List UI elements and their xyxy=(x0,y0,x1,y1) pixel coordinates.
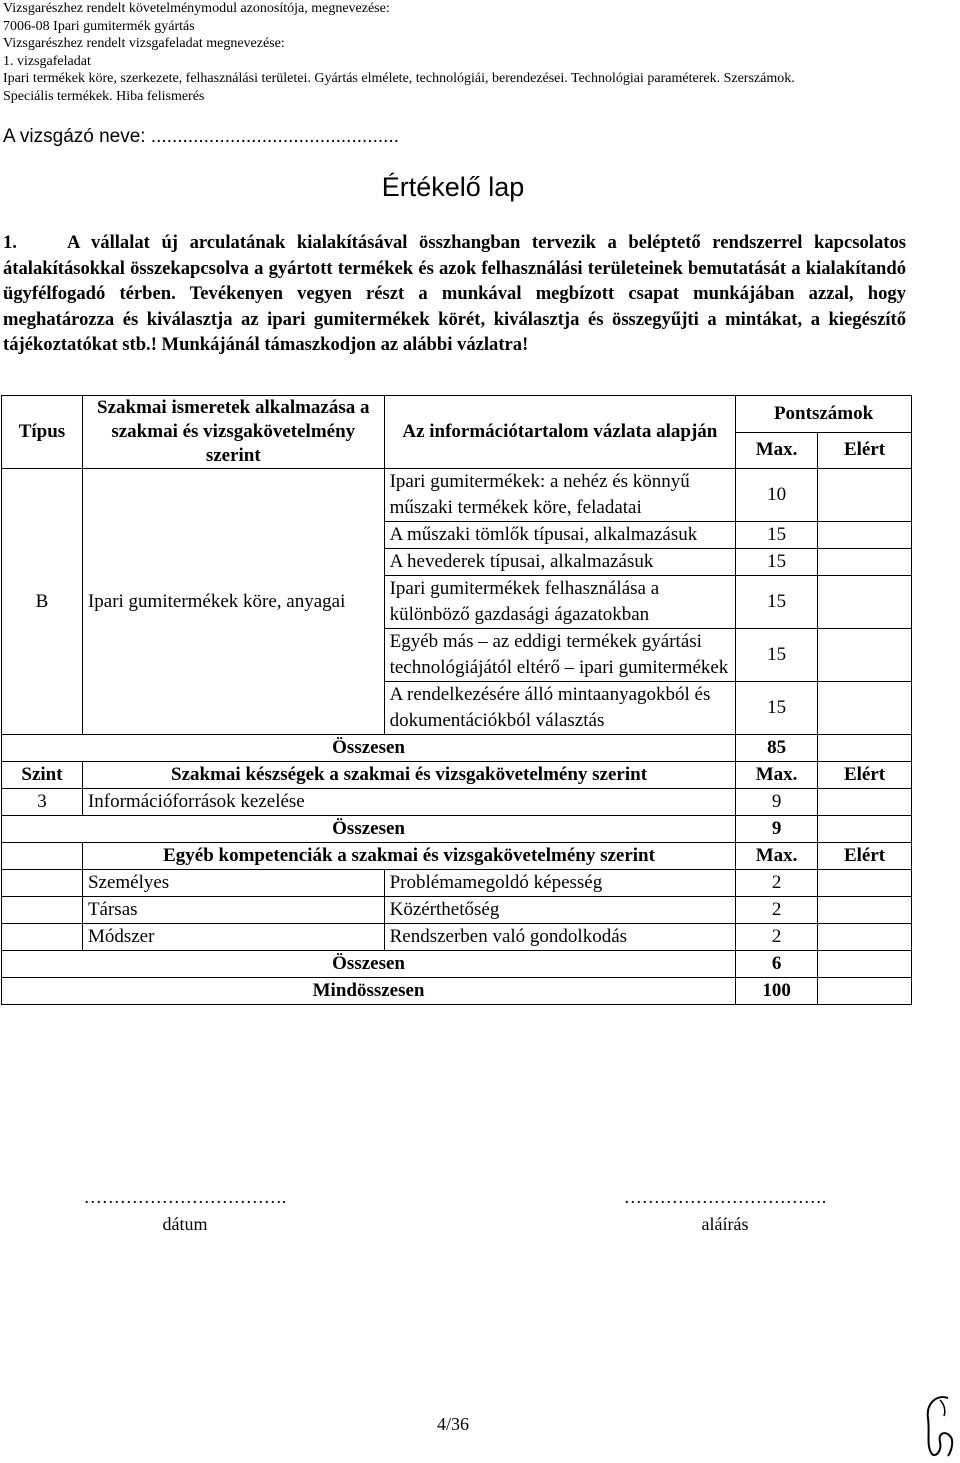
item-achieved[interactable] xyxy=(818,924,912,951)
date-line[interactable]: ……………………………. xyxy=(83,1187,287,1207)
empty-cell xyxy=(2,870,83,897)
table-header-row xyxy=(2,396,912,433)
examinee-name-field: A vizsgázó neve: ............................................... xyxy=(3,126,399,147)
section-total-row xyxy=(2,951,912,978)
item-max: 15 xyxy=(736,682,818,735)
item-category: Módszer xyxy=(82,924,384,951)
header-line: 1. vizsgafeladat xyxy=(3,53,91,69)
item-category: Személyes xyxy=(82,870,384,897)
header-max: Max. xyxy=(736,432,818,469)
empty-cell xyxy=(2,924,83,951)
item-max: 2 xyxy=(736,897,818,924)
item-text: Rendszerben való gondolkodás xyxy=(384,924,736,951)
section-total-row xyxy=(2,816,912,843)
table-row xyxy=(2,870,912,897)
item-achieved[interactable] xyxy=(818,789,912,816)
item-text: Ipari gumitermékek felhasználása a különböző gazdasági ágazatokban xyxy=(384,576,736,629)
grand-total-row xyxy=(2,978,912,1005)
item-category: Társas xyxy=(82,897,384,924)
header-knowledge: Szakmai ismeretek alkalmazása a szakmai és vizsgakövetelmény szerint xyxy=(82,396,384,469)
signature-label: aláírás xyxy=(701,1214,749,1234)
total-max: 85 xyxy=(736,735,818,762)
item-max: 2 xyxy=(736,870,818,897)
item-achieved[interactable] xyxy=(818,897,912,924)
header-max: Max. xyxy=(736,762,818,789)
total-max: 6 xyxy=(736,951,818,978)
item-text: Információforrások kezelése xyxy=(82,789,735,816)
header-line: Vizsgarészhez rendelt vizsgafeladat megnevezése: xyxy=(3,36,285,51)
section-header-row xyxy=(2,762,912,789)
section-type: B xyxy=(2,469,83,735)
header-max: Max. xyxy=(736,843,818,870)
total-achieved[interactable] xyxy=(818,735,912,762)
grand-total-achieved[interactable] xyxy=(818,978,912,1005)
page-title: Értékelő lap xyxy=(381,172,525,202)
signature-block xyxy=(600,1186,850,1235)
table-row xyxy=(2,469,912,522)
item-max: 9 xyxy=(736,789,818,816)
header-line: Vizsgarészhez rendelt követelménymodul azonosítója, megnevezése: xyxy=(3,1,390,16)
scoring-table xyxy=(1,395,912,1005)
header-line: Ipari termékek köre, szerkezete, felhasználási területei. Gyártás elmélete, technológiái, berendezései. Technológiai paraméterek. Szerszámok. xyxy=(3,71,795,86)
section-header-row xyxy=(2,843,912,870)
page-number: 4/36 xyxy=(436,1414,469,1434)
section-header: Egyéb kompetenciák a szakmai és vizsgakövetelmény szerint xyxy=(82,843,735,870)
item-text: A hevederek típusai, alkalmazásuk xyxy=(384,549,736,576)
item-achieved[interactable] xyxy=(818,682,912,735)
item-text: A műszaki tömlők típusai, alkalmazásuk xyxy=(384,522,736,549)
header-points: Pontszámok xyxy=(736,396,912,433)
empty-cell xyxy=(2,897,83,924)
header-achieved: Elért xyxy=(818,843,912,870)
header-line: 7006-08 Ipari gumitermék gyártás xyxy=(3,18,195,34)
total-max: 9 xyxy=(736,816,818,843)
total-label: Összesen xyxy=(2,735,736,762)
header-achieved: Elért xyxy=(818,762,912,789)
item-max: 15 xyxy=(736,522,818,549)
empty-cell xyxy=(2,843,83,870)
section-knowledge: Ipari gumitermékek köre, anyagai xyxy=(82,469,384,735)
section-total-row xyxy=(2,735,912,762)
item-text: A rendelkezésére álló mintaanyagokból és dokumentációkból választás xyxy=(384,682,736,735)
header-type: Típus xyxy=(2,396,83,469)
total-achieved[interactable] xyxy=(818,951,912,978)
header-level: Szint xyxy=(2,762,83,789)
item-achieved[interactable] xyxy=(818,870,912,897)
section-header: Szakmai készségek a szakmai és vizsgakövetelmény szerint xyxy=(82,762,735,789)
signature-line[interactable]: ……………………………. xyxy=(623,1187,827,1207)
header-achieved: Elért xyxy=(818,432,912,469)
item-text: Problémamegoldó képesség xyxy=(384,870,736,897)
item-text: Közérthetőség xyxy=(384,897,736,924)
header-info: Az információtartalom vázlata alapján xyxy=(384,396,736,469)
item-max: 15 xyxy=(736,629,818,682)
total-label: Összesen xyxy=(2,816,736,843)
item-max: 15 xyxy=(736,549,818,576)
header-line: Speciális termékek. Hiba felismerés xyxy=(3,88,205,104)
grand-total-label: Mindösszesen xyxy=(2,978,736,1005)
item-level: 3 xyxy=(2,789,83,816)
item-text: Egyéb más – az eddigi termékek gyártási technológiájától eltérő – ipari gumitermékek xyxy=(384,629,736,682)
item-achieved[interactable] xyxy=(818,629,912,682)
date-block xyxy=(60,1186,310,1235)
item-max: 2 xyxy=(736,924,818,951)
table-row xyxy=(2,924,912,951)
document-header xyxy=(3,0,953,105)
item-max: 15 xyxy=(736,576,818,629)
task-number: 1. xyxy=(3,232,17,253)
task-text: A vállalat új arculatának kialakításával összhangban tervezik a beléptető rendszerrel kapcsolatos átalakításokkal összekapcsolva a gyártott termékek és azok felhasználási területeinek bemutatását a kialakítandó ügyfélfogadó térben. Tevékenyen vegyen részt a munkával megbízott csapat munkájában azzal, hogy meghatározza és kiválasztja az ipari gumitermékek körét, kiválasztja és összegyűjti a mintákat, a kiegészítő tájékoztatókat stb.! Munkájánál támaszkodjon az alábbi vázlatra! xyxy=(3,232,906,356)
total-label: Összesen xyxy=(2,951,736,978)
date-label: dátum xyxy=(162,1214,208,1234)
total-achieved[interactable] xyxy=(818,816,912,843)
task-description xyxy=(3,230,906,358)
item-achieved[interactable] xyxy=(818,549,912,576)
item-achieved[interactable] xyxy=(818,522,912,549)
table-row xyxy=(2,789,912,816)
grand-total-max: 100 xyxy=(736,978,818,1005)
initials-signature-icon xyxy=(918,1390,958,1460)
table-row xyxy=(2,897,912,924)
item-achieved[interactable] xyxy=(818,576,912,629)
item-achieved[interactable] xyxy=(818,469,912,522)
item-text: Ipari gumitermékek: a nehéz és könnyű műszaki termékek köre, feladatai xyxy=(384,469,736,522)
item-max: 10 xyxy=(736,469,818,522)
